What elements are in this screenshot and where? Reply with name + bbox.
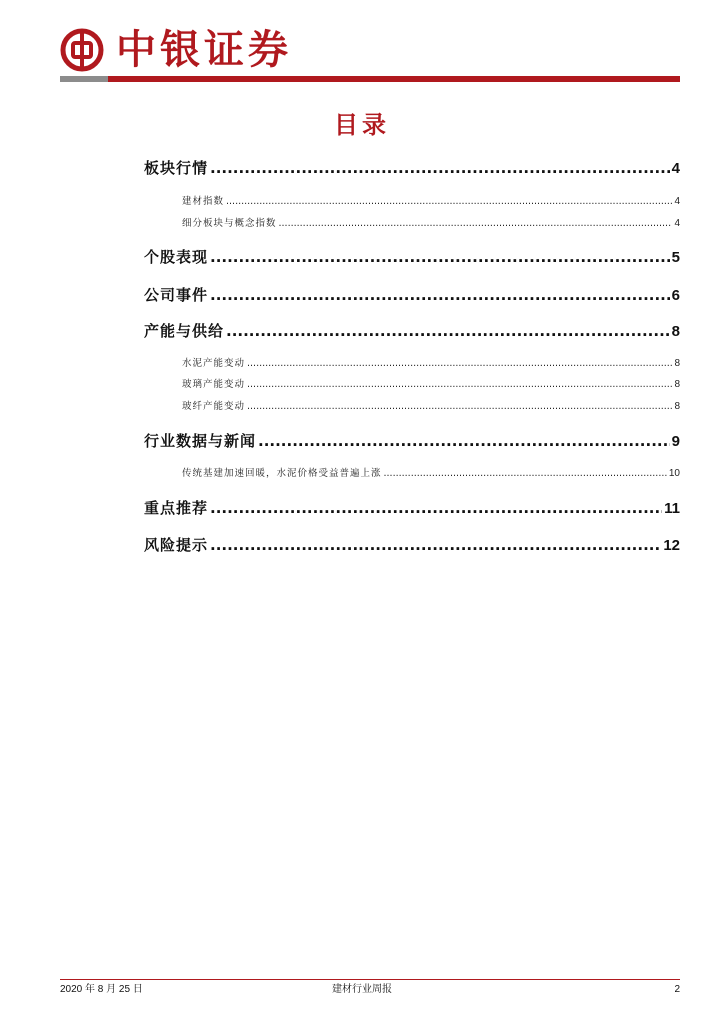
toc-leader-dots (247, 356, 672, 372)
toc-leader-dots (258, 430, 670, 452)
toc-leader-dots (210, 497, 662, 519)
toc-entry-key-recommendations[interactable] (144, 497, 680, 519)
footer-divider (60, 979, 680, 980)
toc-leader-dots (210, 284, 670, 306)
toc-entry-label: 个股表现 (144, 248, 209, 266)
toc-entry-label: 细分板块与概念指数 (182, 218, 277, 229)
toc-leader-dots (210, 157, 670, 179)
toc-entry-page: 10 (668, 468, 680, 479)
toc-entry-label: 建材指数 (182, 196, 225, 207)
toc-leader-dots (247, 399, 672, 415)
toc-entry-label: 风险提示 (144, 536, 209, 554)
toc-entry-glass-capacity[interactable] (182, 377, 680, 393)
toc-leader-dots (210, 534, 661, 556)
toc-entry-page: 11 (664, 500, 680, 517)
toc-entry-label: 行业数据与新闻 (144, 432, 257, 450)
toc-entry-page: 8 (674, 379, 680, 390)
company-name: 中银证券 (116, 26, 292, 73)
toc-leader-dots (226, 194, 672, 210)
toc-leader-dots (226, 320, 670, 342)
toc-entry-label: 玻璃产能变动 (182, 379, 246, 390)
toc-leader-dots (384, 466, 667, 482)
toc-leader-dots (279, 216, 673, 232)
toc-entry-page: 8 (674, 358, 680, 369)
toc-title: 目录 (334, 111, 390, 139)
toc-entry-fiberglass-capacity[interactable] (182, 399, 680, 415)
page-header (0, 0, 724, 90)
toc-entry-risk-warning[interactable] (144, 534, 680, 556)
toc-entry-page: 5 (671, 249, 680, 266)
bank-of-china-logo-icon (60, 28, 104, 72)
header-divider-gray (60, 76, 108, 82)
toc-entry-label: 传统基建加速回暖，水泥价格受益普遍上涨 (182, 468, 382, 479)
footer-date: 2020 年 8 月 25 日 (60, 984, 143, 995)
toc-entry-page: 12 (663, 537, 680, 554)
toc-leader-dots (247, 377, 672, 393)
toc-entry-label: 水泥产能变动 (182, 358, 246, 369)
toc-entry-sector-market[interactable] (144, 157, 680, 179)
toc-entry-page: 8 (674, 401, 680, 412)
toc-entry-label: 板块行情 (144, 159, 209, 177)
toc-entry-building-materials-index[interactable] (182, 194, 680, 210)
toc-entry-page: 6 (671, 287, 680, 304)
toc-entry-page: 9 (671, 433, 680, 450)
toc-entry-infrastructure-recovery[interactable] (182, 466, 680, 482)
toc-leader-dots (210, 246, 670, 268)
toc-entry-industry-data-news[interactable] (144, 430, 680, 452)
toc-entry-page: 8 (671, 323, 680, 340)
toc-entry-label: 公司事件 (144, 286, 209, 304)
footer-page-number: 2 (674, 984, 680, 995)
toc-entry-stock-performance[interactable] (144, 246, 680, 268)
toc-entry-capacity-supply[interactable] (144, 320, 680, 342)
header-divider-red (108, 76, 680, 82)
toc-entry-cement-capacity[interactable] (182, 356, 680, 372)
toc-entry-page: 4 (671, 160, 680, 177)
toc-entry-sub-sector-index[interactable] (182, 216, 680, 232)
toc-entry-page: 4 (674, 218, 680, 229)
toc-entry-label: 产能与供给 (144, 322, 225, 340)
toc-entry-label: 玻纤产能变动 (182, 401, 246, 412)
toc-entry-company-events[interactable] (144, 284, 680, 306)
toc-entry-label: 重点推荐 (144, 499, 209, 517)
footer-report-name: 建材行业周报 (332, 984, 392, 995)
toc-entry-page: 4 (674, 196, 680, 207)
